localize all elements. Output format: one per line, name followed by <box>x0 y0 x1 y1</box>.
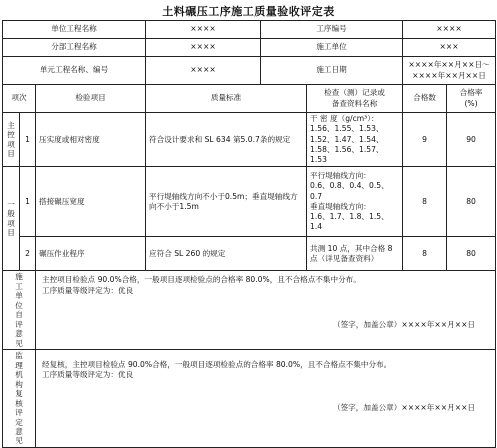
col-pass-rate: 合格率 (%) <box>447 85 496 113</box>
construction-unit-value: ××× <box>403 39 496 57</box>
row-record: 干 密 度（g/cm³）：1.56、1.55、1.53、1.52、1.47、1.54、1.58、1.56、1.57、1.53 <box>307 113 403 167</box>
row-standard: 应符合 SL 260 的规定 <box>146 237 307 271</box>
row-item: 碾压作业程序 <box>36 237 146 271</box>
row-no: 1 <box>20 167 36 237</box>
element-project-label: 单元工程名称、编号 <box>3 57 146 85</box>
self-eval-text: 主控项目检验点 90.0%合格，一般项目逐项检验点的合格率 80.0%，且不合格点不集中分布。 工序质量等级评定为：优良 <box>42 275 361 295</box>
unit-project-name-label: 单位工程名称 <box>3 21 146 39</box>
group-general-label: 一 般 项 目 <box>3 167 20 271</box>
sub-project-name-value: ×××× <box>146 39 261 57</box>
row-qualified: 8 <box>403 167 447 237</box>
row-rate: 80 <box>447 167 496 237</box>
row-qualified: 9 <box>403 113 447 167</box>
acceptance-form-table <box>2 20 496 448</box>
process-no-value: ×××× <box>403 21 496 39</box>
row-item: 搭接碾压宽度 <box>36 167 146 237</box>
col-inspection-record: 检查（测）记录或 备查资料名称 <box>307 85 403 113</box>
sub-project-name-label: 分部工程名称 <box>3 39 146 57</box>
header-row-unit-project <box>3 21 496 39</box>
unit-project-name-value: ×××× <box>146 21 261 39</box>
supervision-eval-row <box>3 350 496 448</box>
row-rate: 90 <box>447 113 496 167</box>
element-project-value: ×××× <box>146 57 261 85</box>
col-item-order: 项次 <box>3 85 36 113</box>
supervision-eval-text: 经复核，主控项目检验点 90.0%合格，一般项目逐项检验点的合格率 80.0%，且不合格点不集中分布。 工序质量等级评定为：优良 <box>42 360 392 380</box>
row-no: 1 <box>20 113 36 167</box>
construction-date-value: ××××年××月××日～ ××××年××月××日 <box>403 57 496 85</box>
row-record: 平行堤轴线方向： 0.6、0.8、0.4、0.5、0.7 垂直堤轴线方向： 1.6、1.7、1.8、1.5、1.4 <box>307 167 403 237</box>
group-main-label: 主 控 项 目 <box>3 113 20 167</box>
header-row-element-project <box>3 57 496 85</box>
self-eval-content <box>36 271 496 350</box>
row-standard: 符合设计要求和 SL 634 第5.0.7条的规定 <box>146 113 307 167</box>
table-row <box>3 237 496 271</box>
column-header-row <box>3 85 496 113</box>
row-standard: 平行堤轴线方向不小于0.5m；垂直堤轴线方向不小于1.5m <box>146 167 307 237</box>
table-row <box>3 113 496 167</box>
form-title: 土料碾压工序施工质量验收评定表 <box>162 5 335 18</box>
supervision-eval-signature: （签字，加盖公章）××××年××月××日 <box>333 402 476 412</box>
row-qualified: 8 <box>403 237 447 271</box>
construction-unit-label: 施工单位 <box>261 39 403 57</box>
row-item: 压实度或相对密度 <box>36 113 146 167</box>
self-eval-signature: （签字，加盖公章）××××年××月××日 <box>333 319 476 329</box>
col-inspection-item: 检验项目 <box>36 85 146 113</box>
header-row-sub-project <box>3 39 496 57</box>
self-eval-label: 施 工 单 位 自 评 意 见 <box>3 271 36 350</box>
row-no: 2 <box>20 237 36 271</box>
process-no-label: 工序编号 <box>261 21 403 39</box>
row-record: 共测 10 点，其中合格 8 点（详见备查资料） <box>307 237 403 271</box>
row-rate: 80 <box>447 237 496 271</box>
supervision-eval-label: 监 理 机 构 复 核 评 定 意 见 <box>3 350 36 448</box>
self-eval-row <box>3 271 496 350</box>
col-quality-standard: 质量标准 <box>146 85 307 113</box>
supervision-eval-content <box>36 350 496 448</box>
col-qualified-count: 合格数 <box>403 85 447 113</box>
table-row <box>3 167 496 237</box>
construction-date-label: 施工日期 <box>261 57 403 85</box>
